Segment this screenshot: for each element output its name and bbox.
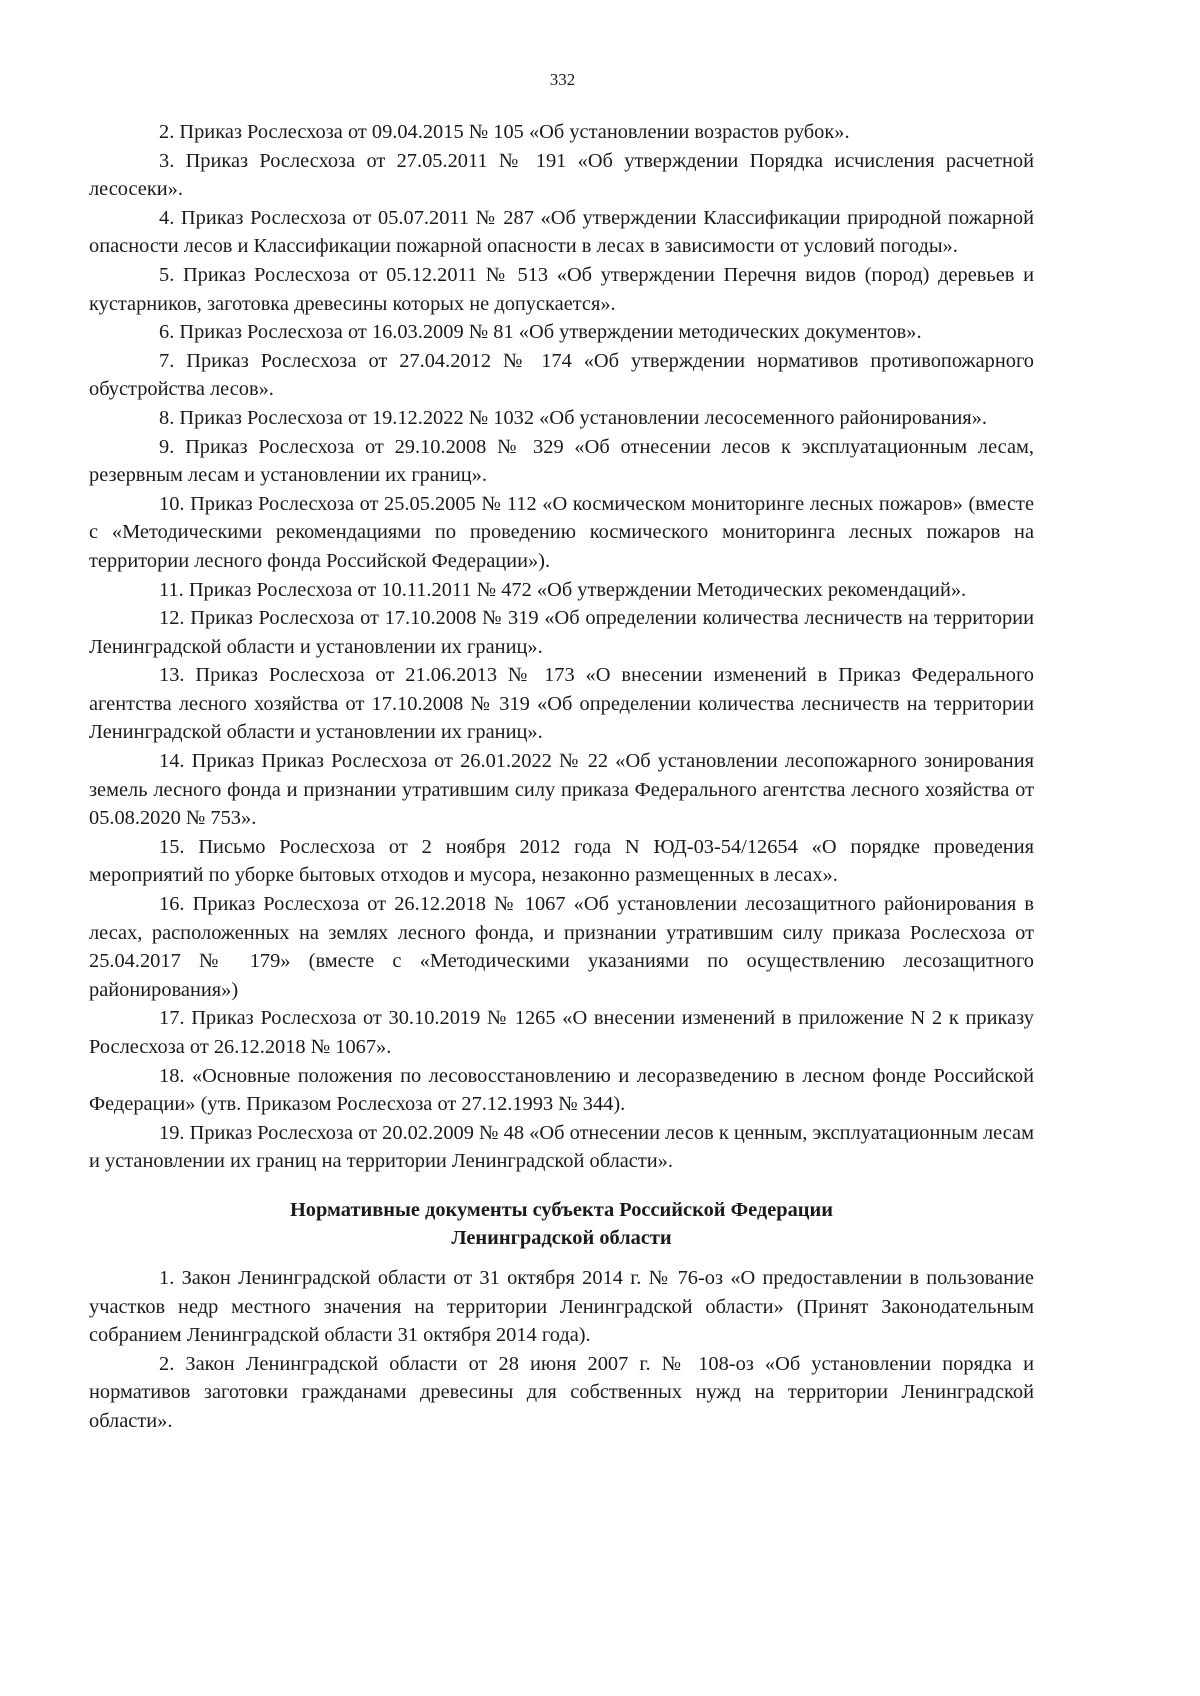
list-item: 1. Закон Ленинградской области от 31 октября 2014 г. № 76-оз «О предоставлении в пользование участков недр местного значения на территории Ленинградской области» (Принят Законодательным собранием Ленинградской области 31 октября 2014 года). <box>89 1266 1034 1347</box>
federal-documents-list <box>89 118 1034 1176</box>
list-item: 11. Приказ Рослесхоза от 10.11.2011 № 472 «Об утверждении Методических рекомендаций». <box>159 578 967 601</box>
section-heading-line-2: Ленинградской области <box>451 1226 672 1249</box>
list-item: 19. Приказ Рослесхоза от 20.02.2009 № 48 «Об отнесении лесов к ценным, эксплуатационным лесам и установлении их границ на территории Ленинградской области». <box>89 1121 1034 1173</box>
list-item: 16. Приказ Рослесхоза от 26.12.2018 № 1067 «Об установлении лесозащитного районирования в лесах, расположенных на землях лесного фонда, и признании утратившим силу приказа Рослесхоза от 25.04.2017 № 179» (вместе с «Методическими указаниями по осуществлению лесозащитного районирования») <box>89 893 1034 1001</box>
list-item: 3. Приказ Рослесхоза от 27.05.2011 № 191 «Об утверждении Порядка исчисления расчетной лесосеки». <box>89 149 1034 201</box>
list-item: 14. Приказ Приказ Рослесхоза от 26.01.2022 № 22 «Об установлении лесопожарного зонирования земель лесного фонда и признании утратившим силу приказа Федерального агентства лесного хозяйства от 05.08.2020 № 753». <box>89 750 1034 830</box>
list-item: 12. Приказ Рослесхоза от 17.10.2008 № 319 «Об определении количества лесничеств на территории Ленинградской области и установлении их границ». <box>89 607 1034 658</box>
section-heading-line-1: Нормативные документы субъекта Российской Федерации <box>289 1198 834 1221</box>
list-item: 2. Закон Ленинградской области от 28 июня 2007 г. № 108-оз «Об установлении порядка и нормативов заготовки гражданами древесины для собственных нужд на территории Ленинградской области». <box>89 1352 1034 1432</box>
list-item: 15. Письмо Рослесхоза от 2 ноября 2012 года N ЮД-03-54/12654 «О порядке проведения мероприятий по уборке бытовых отходов и мусора, незаконно размещенных в лесах». <box>89 835 1034 887</box>
list-item: 8. Приказ Рослесхоза от 19.12.2022 № 1032 «Об установлении лесосеменного районирования». <box>159 406 987 429</box>
list-item: 10. Приказ Рослесхоза от 25.05.2005 № 112 «О космическом мониторинге лесных пожаров» (вместе с «Методическими рекомендациями по проведению космического мониторинга лесных пожаров на территории лесного фонда Российской Федерации»). <box>89 492 1034 572</box>
list-item: 7. Приказ Рослесхоза от 27.04.2012 № 174 «Об утверждении нормативов противопожарного обустройства лесов». <box>89 349 1034 401</box>
page-content <box>89 118 1034 1436</box>
page-number: 332 <box>549 70 576 89</box>
section-heading <box>89 1196 1034 1252</box>
list-item: 4. Приказ Рослесхоза от 05.07.2011 № 287 «Об утверждении Классификации природной пожарной опасности лесов и Классификации пожарной опасности в лесах в зависимости от условий погоды». <box>89 206 1034 258</box>
list-item: 17. Приказ Рослесхоза от 30.10.2019 № 1265 «О внесении изменений в приложение N 2 к приказу Рослесхоза от 26.12.2018 № 1067». <box>89 1007 1034 1058</box>
list-item: 2. Приказ Рослесхоза от 09.04.2015 № 105 «Об установлении возрастов рубок». <box>159 121 850 143</box>
list-item: 13. Приказ Рослесхоза от 21.06.2013 № 173 «О внесении изменений в Приказ Федерального агентства лесного хозяйства от 17.10.2008 № 319 «Об определении количества лесничеств на территории Ленинградской области и установлении их границ». <box>89 664 1034 744</box>
regional-documents-list <box>89 1264 1034 1436</box>
list-item: 5. Приказ Рослесхоза от 05.12.2011 № 513 «Об утверждении Перечня видов (пород) деревьев и кустарников, заготовка древесины которых не допускается». <box>89 263 1034 315</box>
list-item: 9. Приказ Рослесхоза от 29.10.2008 № 329 «Об отнесении лесов к эксплуатационным лесам, резервным лесам и установлении их границ». <box>89 435 1034 487</box>
list-item: 6. Приказ Рослесхоза от 16.03.2009 № 81 «Об утверждении методических документов». <box>159 321 922 344</box>
list-item: 18. «Основные положения по лесовосстановлению и лесоразведению в лесном фонде Российской Федерации» (утв. Приказом Рослесхоза от 27.12.1993 № 344). <box>89 1064 1034 1116</box>
